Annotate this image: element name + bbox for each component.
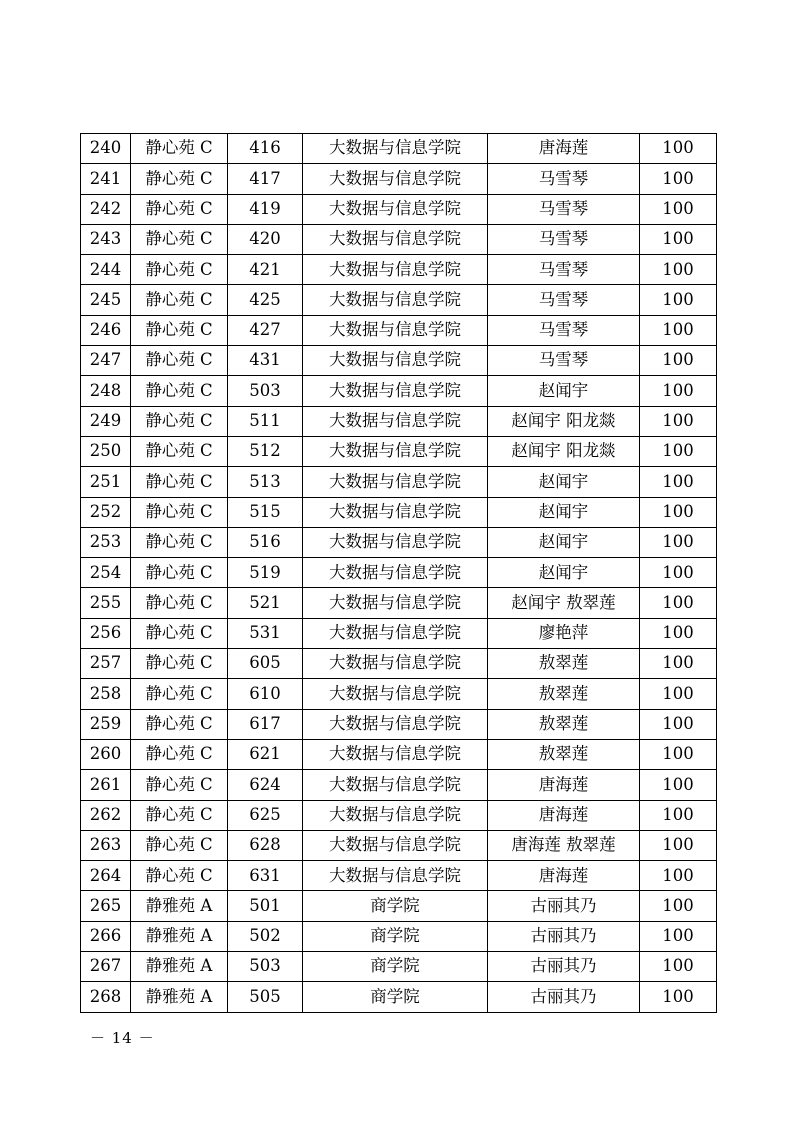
cell-row-index: 268 [81, 982, 131, 1012]
cell-row-index: 249 [81, 406, 131, 436]
cell-row-index: 241 [81, 164, 131, 194]
table-row [81, 527, 717, 557]
cell-score: 100 [640, 952, 717, 982]
cell-college: 大数据与信息学院 [303, 618, 488, 648]
cell-room-number: 625 [228, 800, 303, 830]
cell-college: 大数据与信息学院 [303, 800, 488, 830]
cell-room-number: 427 [228, 315, 303, 345]
table-row [81, 618, 717, 648]
cell-row-index: 264 [81, 861, 131, 891]
cell-building: 静心苑 C [131, 558, 228, 588]
cell-college: 大数据与信息学院 [303, 224, 488, 254]
cell-college: 大数据与信息学院 [303, 830, 488, 860]
cell-responsible-person: 廖艳萍 [488, 618, 640, 648]
cell-room-number: 502 [228, 921, 303, 951]
cell-score: 100 [640, 467, 717, 497]
cell-score: 100 [640, 497, 717, 527]
cell-college: 大数据与信息学院 [303, 709, 488, 739]
cell-score: 100 [640, 164, 717, 194]
cell-building: 静雅苑 A [131, 952, 228, 982]
cell-row-index: 261 [81, 770, 131, 800]
cell-college: 大数据与信息学院 [303, 679, 488, 709]
cell-score: 100 [640, 134, 717, 164]
cell-responsible-person: 马雪琴 [488, 164, 640, 194]
cell-responsible-person: 唐海莲 [488, 134, 640, 164]
cell-college: 大数据与信息学院 [303, 497, 488, 527]
table-row [81, 800, 717, 830]
cell-room-number: 605 [228, 649, 303, 679]
cell-responsible-person: 敖翠莲 [488, 709, 640, 739]
cell-college: 大数据与信息学院 [303, 406, 488, 436]
cell-responsible-person: 赵闻宇 阳龙燚 [488, 436, 640, 466]
table-row [81, 255, 717, 285]
table-row [81, 497, 717, 527]
cell-building: 静心苑 C [131, 679, 228, 709]
cell-college: 大数据与信息学院 [303, 467, 488, 497]
cell-college: 大数据与信息学院 [303, 770, 488, 800]
cell-college: 大数据与信息学院 [303, 315, 488, 345]
cell-responsible-person: 唐海莲 [488, 800, 640, 830]
cell-building: 静心苑 C [131, 164, 228, 194]
cell-score: 100 [640, 618, 717, 648]
cell-room-number: 513 [228, 467, 303, 497]
cell-score: 100 [640, 649, 717, 679]
cell-row-index: 248 [81, 376, 131, 406]
cell-room-number: 421 [228, 255, 303, 285]
cell-score: 100 [640, 376, 717, 406]
cell-room-number: 610 [228, 679, 303, 709]
cell-building: 静心苑 C [131, 649, 228, 679]
table-row [81, 376, 717, 406]
cell-room-number: 419 [228, 194, 303, 224]
table-row [81, 406, 717, 436]
cell-score: 100 [640, 558, 717, 588]
cell-college: 大数据与信息学院 [303, 285, 488, 315]
cell-building: 静心苑 C [131, 436, 228, 466]
cell-responsible-person: 唐海莲 敖翠莲 [488, 830, 640, 860]
table-row [81, 709, 717, 739]
cell-college: 商学院 [303, 891, 488, 921]
cell-row-index: 260 [81, 739, 131, 769]
cell-room-number: 531 [228, 618, 303, 648]
cell-score: 100 [640, 285, 717, 315]
cell-building: 静心苑 C [131, 346, 228, 376]
cell-score: 100 [640, 224, 717, 254]
cell-row-index: 246 [81, 315, 131, 345]
cell-score: 100 [640, 739, 717, 769]
cell-row-index: 259 [81, 709, 131, 739]
cell-room-number: 617 [228, 709, 303, 739]
cell-room-number: 515 [228, 497, 303, 527]
cell-score: 100 [640, 527, 717, 557]
cell-room-number: 624 [228, 770, 303, 800]
cell-building: 静雅苑 A [131, 921, 228, 951]
table-row [81, 649, 717, 679]
cell-score: 100 [640, 194, 717, 224]
page-number: － 14 － [90, 1029, 155, 1047]
cell-row-index: 257 [81, 649, 131, 679]
cell-score: 100 [640, 800, 717, 830]
cell-building: 静心苑 C [131, 406, 228, 436]
cell-college: 大数据与信息学院 [303, 558, 488, 588]
cell-building: 静心苑 C [131, 861, 228, 891]
cell-score: 100 [640, 679, 717, 709]
cell-building: 静心苑 C [131, 527, 228, 557]
cell-score: 100 [640, 315, 717, 345]
cell-building: 静心苑 C [131, 709, 228, 739]
cell-room-number: 503 [228, 376, 303, 406]
cell-responsible-person: 唐海莲 [488, 770, 640, 800]
cell-building: 静心苑 C [131, 255, 228, 285]
cell-room-number: 505 [228, 982, 303, 1012]
cell-room-number: 503 [228, 952, 303, 982]
cell-room-number: 516 [228, 527, 303, 557]
table-row [81, 346, 717, 376]
cell-responsible-person: 赵闻宇 [488, 467, 640, 497]
cell-building: 静心苑 C [131, 285, 228, 315]
table-row [81, 921, 717, 951]
cell-college: 大数据与信息学院 [303, 588, 488, 618]
cell-building: 静心苑 C [131, 467, 228, 497]
cell-room-number: 628 [228, 830, 303, 860]
cell-room-number: 512 [228, 436, 303, 466]
cell-score: 100 [640, 709, 717, 739]
cell-building: 静心苑 C [131, 770, 228, 800]
cell-score: 100 [640, 891, 717, 921]
cell-college: 大数据与信息学院 [303, 436, 488, 466]
cell-building: 静心苑 C [131, 194, 228, 224]
cell-row-index: 262 [81, 800, 131, 830]
table-row [81, 739, 717, 769]
cell-college: 大数据与信息学院 [303, 134, 488, 164]
cell-building: 静心苑 C [131, 315, 228, 345]
cell-room-number: 519 [228, 558, 303, 588]
cell-responsible-person: 古丽其乃 [488, 891, 640, 921]
cell-room-number: 417 [228, 164, 303, 194]
cell-building: 静心苑 C [131, 224, 228, 254]
cell-row-index: 258 [81, 679, 131, 709]
cell-score: 100 [640, 861, 717, 891]
table-row [81, 194, 717, 224]
cell-responsible-person: 马雪琴 [488, 224, 640, 254]
cell-building: 静心苑 C [131, 134, 228, 164]
cell-building: 静心苑 C [131, 618, 228, 648]
cell-college: 大数据与信息学院 [303, 376, 488, 406]
cell-row-index: 245 [81, 285, 131, 315]
table-row [81, 467, 717, 497]
cell-room-number: 416 [228, 134, 303, 164]
cell-college: 大数据与信息学院 [303, 861, 488, 891]
cell-room-number: 511 [228, 406, 303, 436]
table-row [81, 285, 717, 315]
table-row [81, 134, 717, 164]
cell-row-index: 244 [81, 255, 131, 285]
cell-college: 大数据与信息学院 [303, 346, 488, 376]
cell-building: 静心苑 C [131, 800, 228, 830]
cell-building: 静心苑 C [131, 497, 228, 527]
cell-responsible-person: 赵闻宇 [488, 376, 640, 406]
cell-building: 静心苑 C [131, 376, 228, 406]
cell-college: 大数据与信息学院 [303, 527, 488, 557]
cell-row-index: 265 [81, 891, 131, 921]
cell-score: 100 [640, 255, 717, 285]
table-row [81, 770, 717, 800]
table-row [81, 558, 717, 588]
cell-row-index: 255 [81, 588, 131, 618]
cell-row-index: 250 [81, 436, 131, 466]
cell-row-index: 240 [81, 134, 131, 164]
cell-row-index: 242 [81, 194, 131, 224]
cell-college: 大数据与信息学院 [303, 164, 488, 194]
cell-college: 商学院 [303, 952, 488, 982]
cell-score: 100 [640, 436, 717, 466]
cell-score: 100 [640, 406, 717, 436]
cell-building: 静心苑 C [131, 739, 228, 769]
cell-responsible-person: 赵闻宇 [488, 527, 640, 557]
cell-college: 大数据与信息学院 [303, 649, 488, 679]
cell-room-number: 631 [228, 861, 303, 891]
cell-row-index: 253 [81, 527, 131, 557]
cell-building: 静雅苑 A [131, 891, 228, 921]
cell-college: 大数据与信息学院 [303, 194, 488, 224]
cell-building: 静心苑 C [131, 588, 228, 618]
cell-row-index: 254 [81, 558, 131, 588]
cell-room-number: 425 [228, 285, 303, 315]
cell-row-index: 247 [81, 346, 131, 376]
cell-room-number: 431 [228, 346, 303, 376]
table-row [81, 224, 717, 254]
cell-row-index: 263 [81, 830, 131, 860]
cell-responsible-person: 古丽其乃 [488, 952, 640, 982]
cell-score: 100 [640, 982, 717, 1012]
table-row [81, 315, 717, 345]
table-row [81, 679, 717, 709]
table-row [81, 952, 717, 982]
cell-responsible-person: 马雪琴 [488, 194, 640, 224]
cell-responsible-person: 赵闻宇 阳龙燚 [488, 406, 640, 436]
table-body [81, 134, 717, 1013]
cell-responsible-person: 唐海莲 [488, 861, 640, 891]
cell-responsible-person: 赵闻宇 [488, 558, 640, 588]
table-row [81, 436, 717, 466]
cell-row-index: 252 [81, 497, 131, 527]
cell-row-index: 267 [81, 952, 131, 982]
cell-row-index: 243 [81, 224, 131, 254]
cell-score: 100 [640, 346, 717, 376]
table-row [81, 588, 717, 618]
cell-responsible-person: 古丽其乃 [488, 982, 640, 1012]
cell-responsible-person: 马雪琴 [488, 346, 640, 376]
cell-row-index: 251 [81, 467, 131, 497]
cell-responsible-person: 古丽其乃 [488, 921, 640, 951]
cell-room-number: 501 [228, 891, 303, 921]
cell-score: 100 [640, 588, 717, 618]
cell-responsible-person: 赵闻宇 敖翠莲 [488, 588, 640, 618]
cell-responsible-person: 敖翠莲 [488, 649, 640, 679]
cell-score: 100 [640, 921, 717, 951]
cell-building: 静心苑 C [131, 830, 228, 860]
table-row [81, 891, 717, 921]
cell-score: 100 [640, 770, 717, 800]
cell-college: 大数据与信息学院 [303, 255, 488, 285]
cell-responsible-person: 马雪琴 [488, 285, 640, 315]
table-row [81, 982, 717, 1012]
cell-score: 100 [640, 830, 717, 860]
cell-room-number: 621 [228, 739, 303, 769]
cell-college: 大数据与信息学院 [303, 739, 488, 769]
cell-responsible-person: 敖翠莲 [488, 679, 640, 709]
cell-responsible-person: 赵闻宇 [488, 497, 640, 527]
dormitory-score-table [80, 133, 717, 1013]
cell-room-number: 420 [228, 224, 303, 254]
table-row [81, 830, 717, 860]
cell-college: 商学院 [303, 982, 488, 1012]
cell-row-index: 256 [81, 618, 131, 648]
table-row [81, 861, 717, 891]
cell-responsible-person: 敖翠莲 [488, 739, 640, 769]
cell-responsible-person: 马雪琴 [488, 255, 640, 285]
cell-room-number: 521 [228, 588, 303, 618]
table-row [81, 164, 717, 194]
cell-row-index: 266 [81, 921, 131, 951]
cell-responsible-person: 马雪琴 [488, 315, 640, 345]
cell-college: 商学院 [303, 921, 488, 951]
cell-building: 静雅苑 A [131, 982, 228, 1012]
